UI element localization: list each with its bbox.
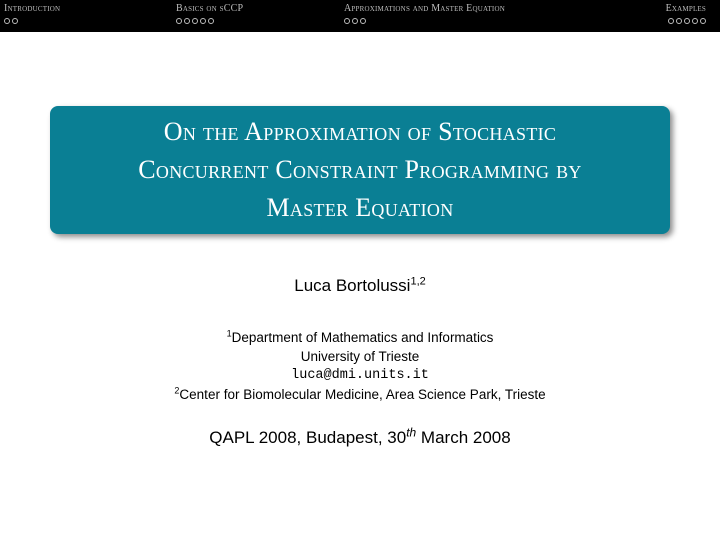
author-affil-marks: 1,2	[410, 275, 426, 288]
affiliation-1	[0, 328, 720, 347]
nav-dot-icon[interactable]	[676, 18, 682, 24]
nav-dot-icon[interactable]	[344, 18, 350, 24]
navigation-headline	[0, 0, 720, 32]
nav-dots	[666, 18, 706, 24]
nav-dot-icon[interactable]	[192, 18, 198, 24]
nav-dot-icon[interactable]	[184, 18, 190, 24]
nav-dot-icon[interactable]	[200, 18, 206, 24]
conference-prefix: QAPL 2008, Budapest, 30	[209, 428, 407, 447]
presentation-title	[138, 113, 581, 227]
nav-section-basics[interactable]	[176, 3, 243, 24]
nav-dot-icon[interactable]	[208, 18, 214, 24]
nav-section-introduction[interactable]	[4, 3, 60, 24]
nav-dot-icon[interactable]	[176, 18, 182, 24]
nav-dots	[344, 18, 505, 24]
affil-university: University of Trieste	[300, 349, 420, 364]
affiliation-2	[0, 385, 720, 404]
conference-ordinal: th	[406, 425, 417, 440]
nav-section-approximations[interactable]	[344, 3, 505, 24]
title-block	[50, 106, 670, 234]
nav-dot-icon[interactable]	[700, 18, 706, 24]
affil-center: Center for Biomolecular Medicine, Area Science Park, Trieste	[179, 387, 546, 402]
nav-label[interactable]: Introduction	[4, 3, 61, 14]
affil-mark-2: 2	[174, 385, 180, 396]
title-line-1: On the Approximation of Stochastic	[163, 117, 557, 146]
nav-label[interactable]: Examples	[665, 3, 706, 14]
nav-label[interactable]: Approximations and Master Equation	[344, 3, 505, 14]
title-line-3: Master Equation	[266, 193, 454, 222]
conference-suffix: March 2008	[416, 428, 511, 447]
author-name: Luca Bortolussi	[294, 276, 411, 295]
nav-dot-icon[interactable]	[360, 18, 366, 24]
nav-dot-icon[interactable]	[668, 18, 674, 24]
nav-dot-icon[interactable]	[692, 18, 698, 24]
conference-info	[0, 425, 720, 448]
nav-label[interactable]: Basics on sCCP	[176, 3, 244, 14]
title-line-2: Concurrent Constraint Programming by	[138, 155, 582, 184]
nav-dot-icon[interactable]	[684, 18, 690, 24]
nav-dot-icon[interactable]	[4, 18, 10, 24]
author	[0, 276, 720, 296]
affil-mark-1: 1	[226, 328, 232, 339]
nav-section-examples[interactable]	[666, 3, 706, 24]
affil-department: Department of Mathematics and Informatics	[231, 330, 494, 345]
nav-dot-icon[interactable]	[352, 18, 358, 24]
nav-dots	[176, 18, 243, 24]
nav-dot-icon[interactable]	[12, 18, 18, 24]
email-address: luca@dmi.units.it	[291, 368, 429, 383]
affiliations	[0, 328, 720, 404]
nav-dots	[4, 18, 60, 24]
